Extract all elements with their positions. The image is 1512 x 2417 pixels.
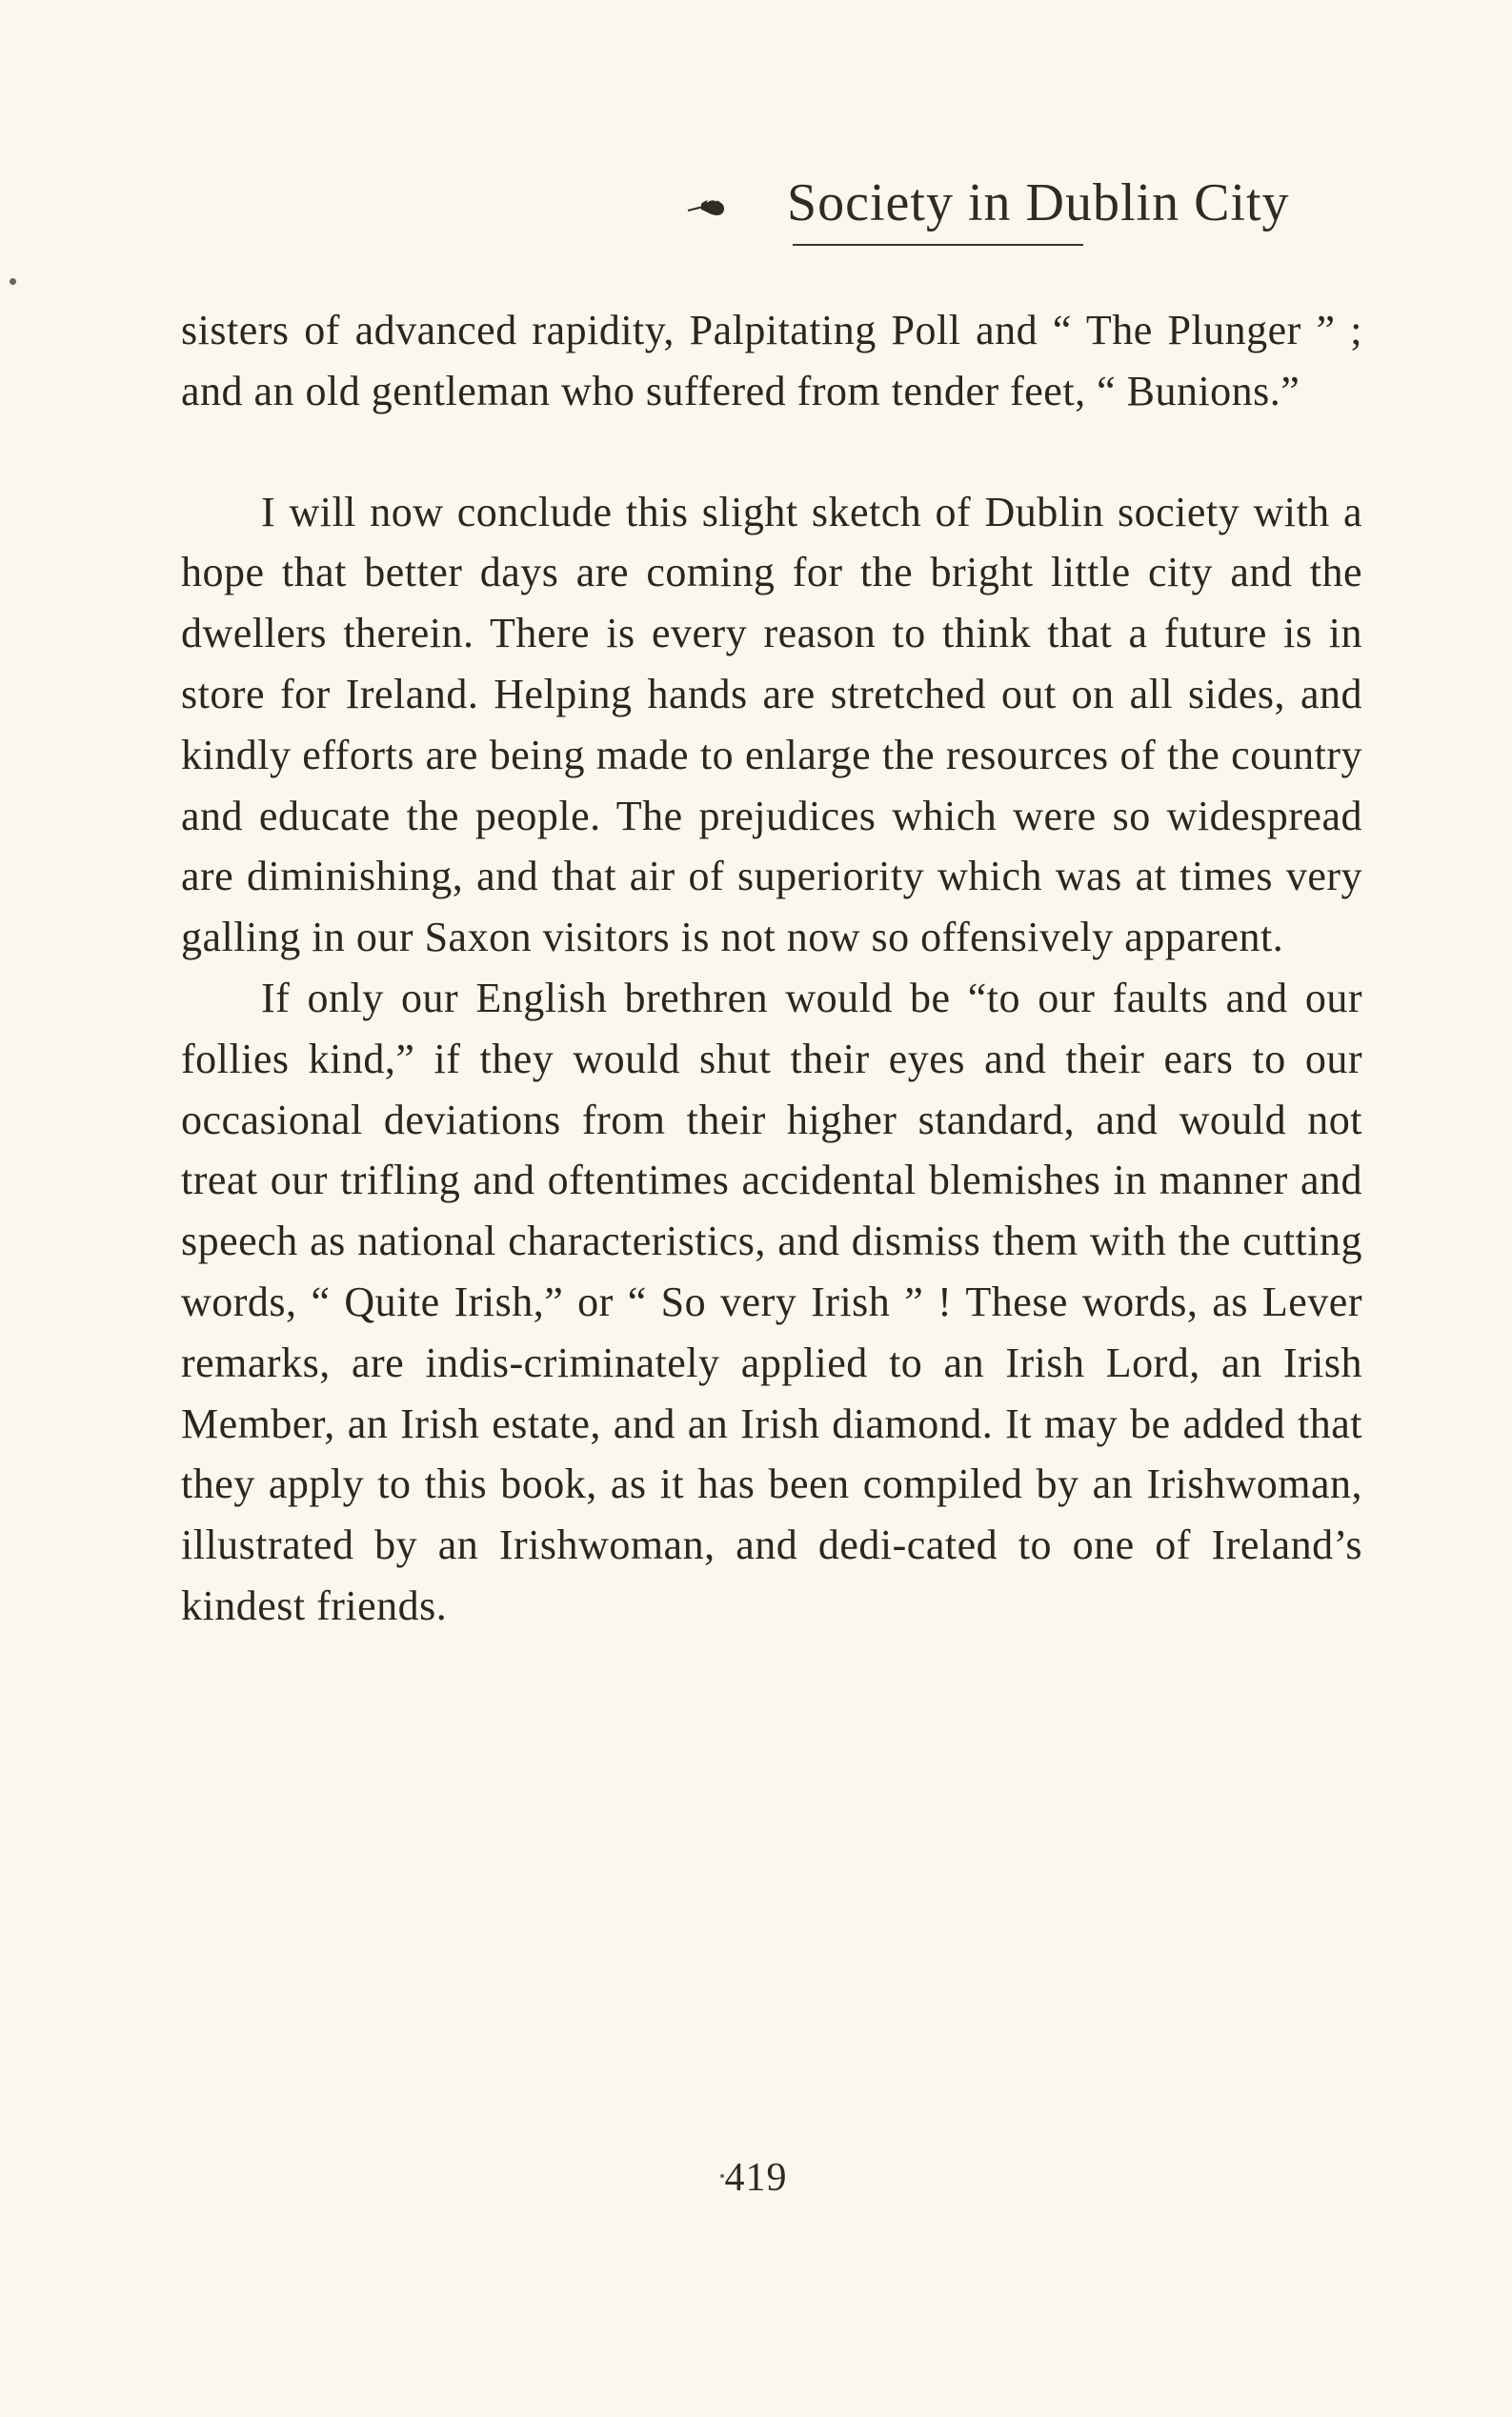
paper-speck: [720, 2174, 724, 2178]
paragraph-continued: sisters of advanced rapidity, Palpitating Poll and “ The Plunger ” ; and an old gentleman who suffered from tender feet, “ Bunions.”: [181, 307, 1362, 414]
header-rule: [793, 244, 1083, 246]
paper-speck: [10, 278, 16, 285]
page-number: 419: [724, 2156, 788, 2200]
running-title: Society in Dublin City: [787, 173, 1290, 232]
running-head: [686, 170, 1353, 246]
paragraph: If only our English brethren would be “to our faults and our follies kind,” if they would shut their eyes and their ears to our occasional deviations from their higher standard, and would not treat our trifling and oftentimes accidental blemishes in manner and speech as national characteristics, and dismiss them with the cutting words, “ Quite Irish,” or “ So very Irish ” ! These words, as Lever remarks, are indis-criminately applied to an Irish Lord, an Irish Member, an Irish estate, and an Irish diamond. It may be added that they apply to this book, as it has been compiled by an Irishwoman, illustrated by an Irishwoman, and dedi-cated to one of Ireland’s kindest friends.: [181, 974, 1362, 1629]
pointing-hand-ornament-icon: [686, 196, 728, 219]
paragraph-gap: [181, 422, 1362, 482]
paragraph: I will now conclude this slight sketch of Dublin society with a hope that better days are coming for the bright little city and the dwellers therein. There is every reason to think that a future is in store for Ireland. Helping hands are stretched out on all sides, and kindly efforts are being made to enlarge the resources of the country and educate the people. The prejudices which were so widespread are diminishing, and that air of superiority which was at times very galling in our Saxon visitors is not now so offensively apparent.: [181, 488, 1362, 961]
body-text: [181, 300, 1362, 1637]
